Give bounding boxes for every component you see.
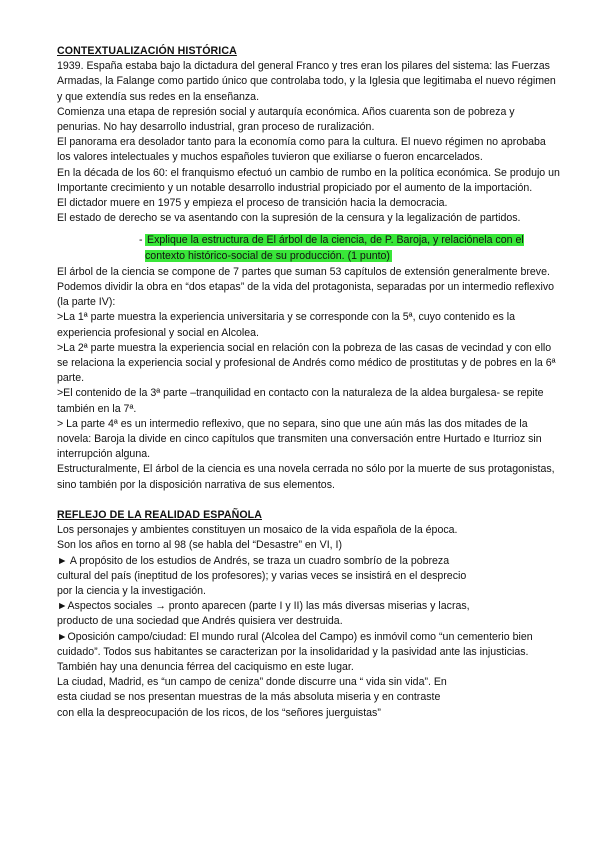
text-line: ► A propósito de los estudios de Andrés, se traza un cuadro sombrío de la pobreza [57, 554, 450, 567]
text-line: Son los años en torno al 98 (se habla del “Desastre” en VI, I) [57, 539, 343, 552]
text-line: por la ciencia y la investigación. [57, 584, 206, 597]
question-bullet: - [139, 234, 143, 247]
text-line: cultural del país (ineptitud de los profesores); y varias veces se insistirá en el desprecio [57, 569, 467, 582]
highlighted-question-text: Explique la estructura de El árbol de la ciencia, de P. Baroja, y relaciónela con el contexto histórico-social de su producción. (1 punto) [145, 234, 524, 262]
paragraph: Comienza una etapa de represión social y autarquía económica. Años cuarenta son de pobreza y penurias. No hay desarrollo industrial, gran proceso de ruralización. [57, 105, 515, 134]
paragraph: >La 2ª parte muestra la experiencia social en relación con la pobreza de las casas de vecindad y con ello se relaciona la experiencia social y profesional de Andrés como médico de prostitutas y de pobres en la 6ª parte. [57, 341, 556, 385]
section-heading-historical-context: CONTEXTUALIZACIÓN HISTÓRICA [57, 45, 237, 57]
exam-question [57, 233, 560, 263]
paragraph: Estructuralmente, El árbol de la ciencia es una novela cerrada no sólo por la muerte de sus protagonistas, sino también por la disposición narrativa de sus elementos. [57, 463, 555, 491]
text-line: La ciudad, Madrid, es “un campo de ceniza” donde discurre una “ vida sin vida”. En [57, 676, 447, 689]
paragraph: El estado de derecho se va asentando con la supresión de la censura y la legalización de partidos. [57, 212, 521, 225]
text-line: con ella la despreocupación de los ricos, de los “señores juerguistas” [57, 706, 381, 719]
paragraph: El dictador muere en 1975 y empieza el proceso de transición hacia la democracia. [57, 197, 448, 210]
text-line: ►Oposición campo/ciudad: El mundo rural (Alcolea del Campo) es inmóvil como “un cementerio bien cuidado”. Todos sus habitantes se caracterizan por la insolidaridad y la pasividad ante las injusticias. También hay una denuncia férrea del caciquismo en este lugar. [57, 630, 533, 673]
paragraph: Podemos dividir la obra en “dos etapas” de la vida del protagonista, separadas por un intermedio reflexivo (la parte IV): [57, 281, 555, 309]
paragraph: > La parte 4ª es un intermedio reflexivo, que no separa, sino que une aún más las dos mitades de la novela: Baroja la divide en cinco capítulos que transmiten una conversación entre Hurtado e Iturrioz sin interrupción alguna. [57, 417, 542, 461]
paragraph: El árbol de la ciencia se compone de 7 partes que suman 53 capítulos de extensión generalmente breve. [57, 265, 550, 278]
text-line: esta ciudad se nos presentan muestras de la más absoluta miseria y en contraste [57, 691, 441, 704]
blank-line [57, 493, 560, 508]
paragraph: El panorama era desolador tanto para la economía como para la cultura. El nuevo régimen no aprobaba los valores intelectuales y muchos españoles tuvieron que exiliarse o fueron encarcelados. [57, 136, 546, 164]
paragraph: >La 1ª parte muestra la experiencia universitaria y se corresponde con la 5ª, cuyo contenido es la experiencia profesional y social en Alcolea. [57, 311, 516, 339]
paragraph: >El contenido de la 3ª parte –tranquilidad en contacto con la naturaleza de la aldea burgalesa- se repite también en la 7ª. [57, 387, 544, 415]
text-line: ►Aspectos sociales → pronto aparecen (parte I y II) las más diversas miserias y lacras, [57, 600, 470, 613]
paragraph: 1939. España estaba bajo la dictadura del general Franco y tres eran los pilares del sistema: las Fuerzas Armadas, la Falange como partido único que controlaba todo, y la Iglesia que legitimaba el nuevo régimen y que extendía sus redes en la enseñanza. [57, 60, 556, 103]
text-line: Los personajes y ambientes constituyen un mosaico de la vida española de la época. [57, 524, 458, 537]
paragraph: En la década de los 60: el franquismo efectuó un cambio de rumbo en la política económica. Se produjo un Importante crecimiento y un notable desarrollo industrial propiciado por el aumento de la importación. [57, 166, 560, 194]
section-heading-spanish-reality: REFLEJO DE LA REALIDAD ESPAÑOLA [57, 508, 262, 521]
text-line: producto de una sociedad que Andrés quisiera ver destruida. [57, 615, 343, 628]
